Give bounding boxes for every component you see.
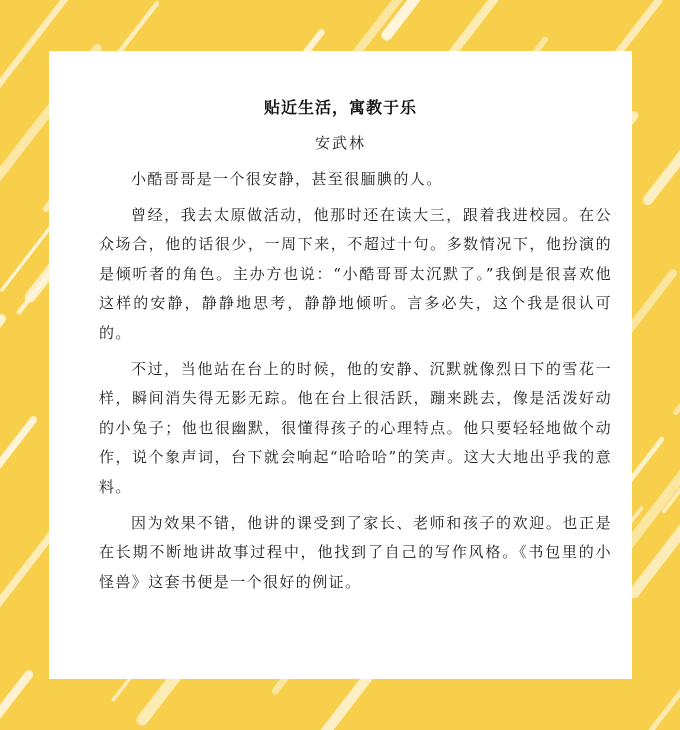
scribble-stroke [0,319,1,418]
article-body [99,165,612,597]
scribble-stroke [626,614,680,730]
scribble-stroke [0,675,29,730]
article-author: 安武林 [314,134,366,152]
paragraph: 因为效果不错，他讲的课受到了家长、老师和孩子的欢迎。也正是在长期不断地讲故事过程中，他找到了自己的写作风格。《书包里的小怪兽》这套书便是一个很好的例证。 [99,513,612,591]
article-title: 贴近生活，寓教于乐 [263,98,417,117]
paragraph: 小酷哥哥是一个很安静，甚至很腼腆的人。 [131,170,443,188]
paragraph: 曾经，我去太原做活动，他那时还在读大三，跟着我进校园。在公众场合，他的话很少，一周下来，不超过十句。多数情况下，他扮演的是倾听者的角色。主办方也说：“小酷哥哥太沉默了。”我倒是很喜欢他这样的安静，静静地思考，静静地倾听。言多必失，这个我是很认可的。 [99,205,612,342]
paragraph: 不过，当他站在台上的时候，他的安静、沉默就像烈日下的雪花一样，瞬间消失得无影无踪。他在台上很活跃，蹦来跳去，像是活泼好动的小兔子；他也很幽默，很懂得孩子的心理特点。他只要轻轻地做个动作，说个象声词，台下就会响起“哈哈哈”的笑声。这大大地出乎我的意料。 [99,359,612,496]
article-card [49,51,632,679]
scribble-stroke [676,357,680,413]
scribble-stroke [298,678,367,730]
scribble-stroke [648,52,680,200]
